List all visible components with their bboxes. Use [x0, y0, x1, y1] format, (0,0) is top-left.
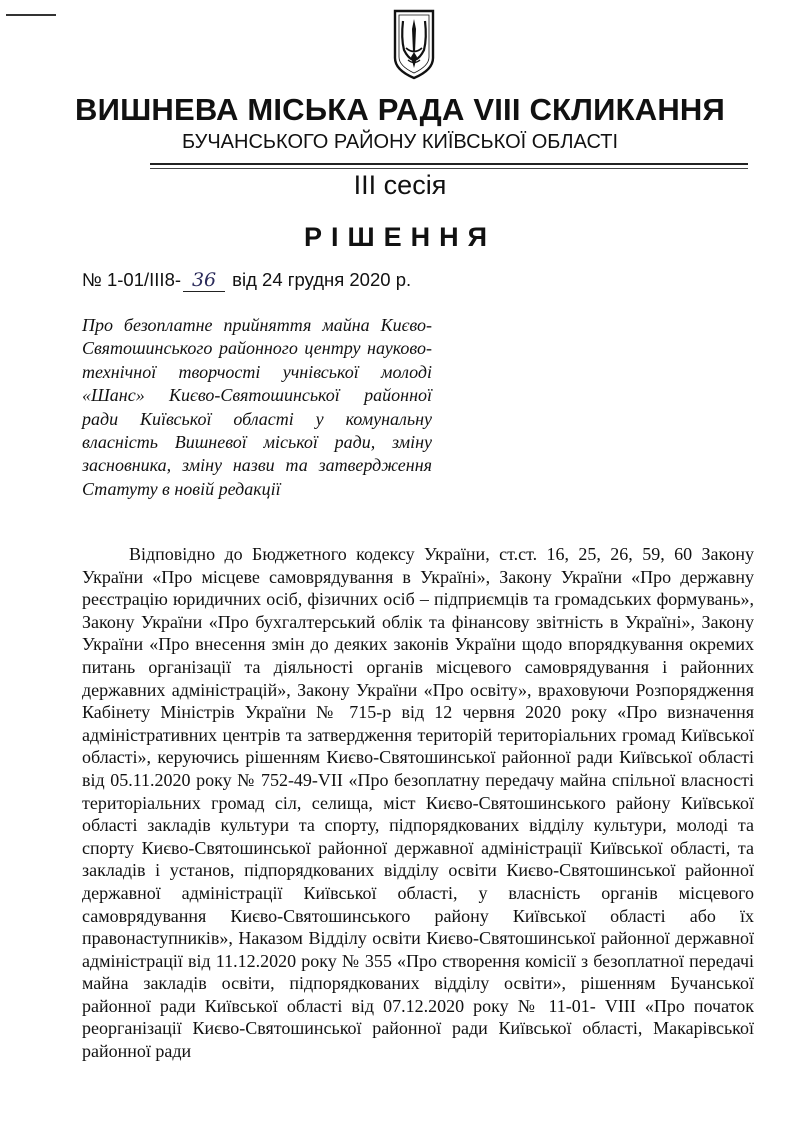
decision-number-handwritten: 36 — [183, 269, 225, 292]
header-divider-thick — [150, 163, 748, 165]
decision-date: від 24 грудня 2020 р. — [232, 269, 412, 290]
scan-corner-mark — [6, 14, 56, 16]
council-subtitle: БУЧАНСЬКОГО РАЙОНУ КИЇВСЬКОЇ ОБЛАСТІ — [181, 131, 618, 153]
decision-number-line — [82, 269, 411, 292]
session-label: ІІІ сесія — [353, 170, 447, 200]
decision-title: РІШЕННЯ — [303, 222, 497, 252]
decision-subject: Про безоплатне прийняття майна Києво-Святошинського районного центру науково-технічної творчості учнівської молоді «Шанс» Києво-Святошинської районної ради Київської області у комунальну власність Вишневої міської ради, зміну засновника, зміну назви та затвердження Статуту в новій редакції — [82, 315, 432, 499]
decision-body-paragraph: Відповідно до Бюджетного кодексу України, ст.ст. 16, 25, 26, 59, 60 Закону України «Про місцеве самоврядування в Україні», Закону України «Про державну реєстрацію юридичних осіб, фізичних осіб – підприємців та громадських формувань», Закону України «Про бухгалтерський облік та фінансову звітність в Україні», Закону України «Про внесення змін до деяких законів України щодо впорядкування окремих питань організації та діяльності органів місцевого самоврядування і районних державних адміністрацій», Закону України «Про освіту», враховуючи Розпорядження Кабінету Міністрів України № 715-р від 12 червня 2020 року «Про визначення адміністративних центрів та затвердження територій територіальних громад Київської області», керуючись рішенням Києво-Святошинської районної ради Київської області від 05.11.2020 року № 752-49-VII «Про безоплатну передачу майна спільної власності територіальних громад сіл, селища, міст Києво-Святошинського району Київської області закладів культури та спорту, підпорядкованих відділу культури, молоді та спорту Києво-Святошинської районної державної адміністрації Київської області, та закладів і установ, підпорядкованих відділу освіти Києво-Святошинської районної державної адміністрації Київської області, у власність органів місцевого самоврядування Києво-Святошинського району Київської області або їх правонаступників», Наказом Відділу освіти Києво-Святошинської районної державної адміністрації від 11.12.2020 року № 355 «Про створення комісії з безоплатної передачі майна закладів освіти, підпорядкованих відділу освіти», рішенням Бучанської районної ради Київської області від 07.12.2020 року № 11-01- VIII «Про початок реорганізації Києво-Святошинської районної ради Київської області, Макарівської районної ради — [82, 544, 754, 1062]
trident-emblem-icon — [392, 8, 436, 80]
council-title: ВИШНЕВА МІСЬКА РАДА VIII СКЛИКАННЯ — [75, 92, 725, 127]
header-divider-thin — [150, 168, 748, 169]
decision-number-prefix: № 1-01/ІІІ8- — [82, 269, 182, 290]
